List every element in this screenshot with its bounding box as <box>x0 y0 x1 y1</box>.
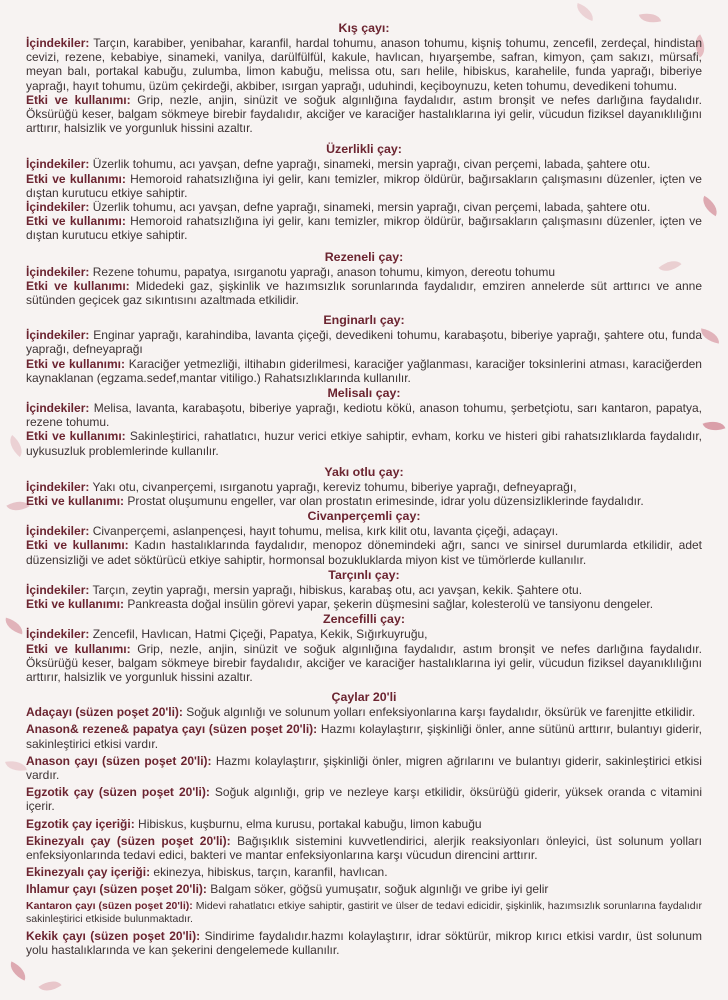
tea-item <box>26 900 702 926</box>
usage-line <box>26 357 702 385</box>
ingredients-text: Zencefil, Havlıcan, Hatmi Çiçeği, Papatya, Kekik, Sığırkuyruğu, <box>92 627 428 642</box>
usage-label: Etki ve kullanımı: <box>26 171 126 186</box>
usage-text: Hemoroid rahatsızlığına iyi gelir, kanı temizler, mikrop öldürür, bağırsakların çalışmasını düzenler, içten ve dıştan kurutucu etkiye sahiptir. <box>26 214 702 243</box>
ingredients-text: Tarçın, zeytin yaprağı, mersin yaprağı, hibiskus, karabaş otu, acı yavşan, kekik. Şahtere otu. <box>92 582 583 597</box>
usage-text: Kadın hastalıklarında faydalıdır, menopoz dönemindeki ağrı, sancı ve sinirsel durumlarda etkilidir, adet düzensizliği ve adet söktürücü etkiye sahiptir, hormonsal bozukluklarda miyon kist ve tümörlerde kullanılır. <box>26 538 702 567</box>
tea-text: Bağışıklık sistemini kuvvetlendirici, alerjik reaksiyonları önleyici, üst solunum yolları enfeksiyonlarında tedavi edici, bakteri ve mantar enfeksiyonlarına karşı vücudun direncini arttırır. <box>26 833 702 862</box>
ingredients-line <box>26 265 702 279</box>
ingredients-label: İçindekiler: <box>26 200 90 215</box>
tea-label: Ihlamur çayı (süzen poşet 20'li): <box>26 882 207 897</box>
tea-item <box>26 817 702 831</box>
usage-line <box>26 172 702 200</box>
section-uzerlikli-cay <box>26 142 702 242</box>
tea-text: Soğuk algınlığı ve solunum yolları enfeksiyonlarına karşı faydalıdır, öksürük ve farenjitte etkilidir. <box>186 705 696 720</box>
usage-line <box>26 597 702 611</box>
tea-text: Hibiskus, kuşburnu, elma kurusu, portakal kabuğu, limon kabuğu <box>138 816 482 831</box>
tea-item <box>26 722 702 750</box>
petal-decoration <box>703 417 726 435</box>
section-yaki-otlu-cay <box>26 465 702 508</box>
ingredients-label: İçindekiler: <box>26 479 90 494</box>
usage-text: Midedeki gaz, şişkinlik ve hazımsızlık sorunlarında faydalıdır, emziren annelerde süt arttırıcı ve anne sütünden geçicek gaz sıkıntısını azaltmada etkilidir. <box>26 278 702 308</box>
tea-item <box>26 882 702 896</box>
usage-label: Etki ve kullanımı: <box>26 214 126 229</box>
section-title: Melisalı çay: <box>327 386 401 401</box>
ingredients-line <box>26 401 702 429</box>
usage-text: Pankreasta doğal insülin görevi yapar, şekerin düşmesini sağlar, kolesterolü ve tansiyonu dengeler. <box>127 597 654 612</box>
section-kis-cayi <box>26 21 702 135</box>
usage-label: Etki ve kullanımı: <box>26 356 125 371</box>
section-civanpercemli-cay <box>26 509 702 567</box>
tea-label: Egzotik çay (süzen poşet 20'li): <box>26 785 210 800</box>
tea-text: Midevi rahatlatıcı etkiye sahiptir, gastirit ve ülser de tedavi edicidir, şişkinlik, hazımsızlık sorunlarına faydalıdır sakinleştirici etkiside bulunmaktadır. <box>26 899 703 925</box>
tea-item <box>26 865 702 879</box>
tea-label: Anason& rezene& papatya çayı (süzen poşet 20'li): <box>26 722 318 737</box>
petal-decoration <box>6 961 29 980</box>
section-rezeneli-cay <box>26 250 702 308</box>
ingredients-text: Tarçın, karabiber, yenibahar, karanfil, hardal tohumu, anason tohumu, kişniş tohumu, zencefil, zerdeçal, hindistan cevizi, rezene, kebabiye, sinameki, vanilya, darülfülfül, kakule, havlıcan, hıyarşembe, safran, kimyon, çam sakızı, mürsafi, meyan balı, portakal kabuğu, zulumba, limon kabuğu, melissa otu, sarı helile, hibiskus, karahelile, funda yaprağı, biberiye yaprağı, hayıt tohumu, üzüm çekirdeği, akbiber, ısırgan yaprağı, uduhindi, keçiboynuzu, keten tohumu, devedikeni tohumu. <box>26 36 702 93</box>
ingredients-text: Civanperçemi, aslanpençesi, hayıt tohumu, melisa, kırk kilit otu, lavanta çiçeği, adaçayı. <box>92 524 559 539</box>
usage-label: Etki ve kullanımı: <box>26 597 125 612</box>
petal-decoration <box>5 758 27 773</box>
tea-label: Ekinezyalı çay (süzen poşet 20'li): <box>26 833 231 848</box>
usage-text: Hemoroid rahatsızlığına iyi gelir, kanı temizler, mikrop öldürür, bağırsakların çalışmasını düzenler, içten ve dıştan kurutucu etkiye sahiptir. <box>26 171 702 200</box>
ingredients-line <box>26 583 702 597</box>
tea-label: Ekinezyalı çay içeriği: <box>26 865 151 880</box>
tea-label: Egzotik çay içeriği: <box>26 816 135 831</box>
section-enginarli-cay <box>26 313 702 385</box>
usage-label: Etki ve kullanımı: <box>26 538 129 553</box>
usage-text: Prostat oluşumunu engeller, var olan prostatın erimesinde, idrar yolu düzensizliklerinde faydalıdır. <box>127 494 644 509</box>
section-title: Zencefilli çay: <box>323 612 405 627</box>
ingredients-line-repeat <box>26 200 702 214</box>
section-title: Civanperçemli çay: <box>307 509 421 524</box>
tea-label: Kekik çayı (süzen poşet 20'li): <box>26 928 201 943</box>
section-title: Yakı otlu çay: <box>324 464 404 479</box>
tea-text: Hazmı kolaylaştırır, şişkinliği önler, anne sütünü arttırır, bulantıyı giderir, sakinleştirici etkisi vardır. <box>26 722 703 751</box>
usage-text: Sakinleştirici, rahatlatıcı, huzur verici etkiye sahiptir, evham, korku ve histeri gibi rahatsızlıklarda faydalıdır, uykusuzluk problemlerinde kullanılır. <box>26 429 702 458</box>
tea-item <box>26 929 702 957</box>
usage-label: Etki ve kullanımı: <box>26 429 126 444</box>
tea-label: Kantaron çayı (süzen poşet 20'li): <box>26 899 193 912</box>
usage-line <box>26 494 702 508</box>
usage-line <box>26 538 702 566</box>
usage-label: Etki ve kullanımı: <box>26 641 131 656</box>
section-caylar-20li <box>26 690 702 957</box>
ingredients-label: İçindekiler: <box>26 36 90 50</box>
tea-item <box>26 754 702 782</box>
ingredients-line <box>26 328 702 356</box>
tea-text: Hazmı kolaylaştırır, şişkinliği önler, migren ağrılarını ve bulantıyı giderir, sakinleştirici etkisi vardır. <box>26 753 702 782</box>
ingredients-text: Rezene tohumu, papatya, ısırganotu yaprağı, anason tohumu, kimyon, dereotu tohumu <box>92 264 555 279</box>
section-title: Tarçınlı çay: <box>328 567 400 582</box>
section-melisali-cay <box>26 386 702 458</box>
tea-catalog-page <box>26 20 702 957</box>
tea-text: Sindirime faydalıdır.hazmı kolaylaştırır, idrar söktürür, mikrop kırıcı etkisi vardır, üst solunum yolu hastalıklarında ve kan şekerini dengelemede kullanılır. <box>26 928 702 957</box>
tea-label: Anason çayı (süzen poşet 20'li): <box>26 753 212 768</box>
ingredients-line <box>26 480 702 494</box>
tea-item <box>26 834 702 862</box>
ingredients-text: Yakı otu, civanperçemi, ısırganotu yaprağı, kereviz tohumu, biberiye yaprağı, defneyaprağı, <box>92 479 577 494</box>
ingredients-text: Melisa, lavanta, karabaşotu, biberiye yaprağı, kediotu kökü, anason tohumu, şerbetçiotu, sarı kantaron, papatya, rezene tohumu. <box>26 401 702 430</box>
petal-decoration <box>699 328 721 343</box>
tea-text: ekinezya, hibiskus, tarçın, karanfil, havlıcan. <box>153 865 388 880</box>
ingredients-label: İçindekiler: <box>26 328 90 343</box>
ingredients-text: Üzerlik tohumu, acı yavşan, defne yaprağı, sinameki, mersin yaprağı, civan perçemi, labada, şahtere otu. <box>92 200 651 215</box>
usage-label: Etki ve kullanımı: <box>26 92 131 107</box>
ingredients-line <box>26 157 702 171</box>
ingredients-label: İçindekiler: <box>26 157 90 172</box>
tea-item <box>26 785 702 813</box>
ingredients-label: İçindekiler: <box>26 401 90 416</box>
usage-text: Grip, nezle, anjin, sinüzit ve soğuk algınlığına faydalıdır, astım bronşit ve nefes darlığına faydalıdır. Öksürüğü keser, balgam sökmeye birebir faydalıdır, akciğer ve karaciğer hastalıklarına iyi gelir, vücudun fiziksel dayanıklılığını arttırır, halsizlik ve yorgunluk hissini azaltır. <box>26 641 702 684</box>
section-title: Çaylar 20'li <box>331 690 397 705</box>
usage-line <box>26 279 702 307</box>
usage-line-repeat <box>26 214 702 242</box>
usage-text: Karaciğer yetmezliği, iltihabın giderilmesi, karaciğer yağlanması, karaciğer toksinlerini atması, karaciğerden kaynaklanan (egzama.sedef,mantar vitiligo.) Rahatsızlıklarında kullanılır. <box>26 356 702 385</box>
tea-text: Soğuk algınlığı, grip ve nezleye karşı etkilidir, öksürüğü giderir, yüksek oranda c vitamini içerir. <box>26 785 702 814</box>
ingredients-text: Enginar yaprağı, karahindiba, lavanta çiçeği, devedikeni tohumu, karabaşotu, biberiye yaprağı, şahtere otu, funda yaprağı, defneyaprağı <box>26 328 702 357</box>
section-title: Enginarlı çay: <box>323 313 405 328</box>
section-title: Kış çayı: <box>338 21 390 35</box>
ingredients-line <box>26 36 702 93</box>
section-title: Üzerlikli çay: <box>326 142 402 157</box>
ingredients-line <box>26 627 702 641</box>
usage-line <box>26 93 702 136</box>
usage-label: Etki ve kullanımı: <box>26 278 130 293</box>
ingredients-label: İçindekiler: <box>26 264 90 279</box>
section-title: Rezeneli çay: <box>324 249 404 264</box>
petal-decoration <box>38 975 61 996</box>
tea-label: Adaçayı (süzen poşet 20'li): <box>26 705 183 720</box>
usage-line <box>26 429 702 457</box>
section-zencefilli-cay <box>26 612 702 684</box>
petal-decoration <box>3 618 25 635</box>
ingredients-label: İçindekiler: <box>26 582 90 597</box>
ingredients-label: İçindekiler: <box>26 627 90 642</box>
ingredients-line <box>26 524 702 538</box>
section-tarcinli-cay <box>26 568 702 611</box>
tea-text: Balgam söker, göğsü yumuşatır, soğuk algınlığı ve gribe iyi gelir <box>210 882 549 897</box>
tea-item <box>26 705 702 719</box>
ingredients-label: İçindekiler: <box>26 524 90 539</box>
ingredients-text: Üzerlik tohumu, acı yavşan, defne yaprağı, sinameki, mersin yaprağı, civan perçemi, labada, şahtere otu. <box>92 157 651 172</box>
petal-decoration <box>574 3 597 21</box>
usage-line <box>26 642 702 685</box>
usage-label: Etki ve kullanımı: <box>26 494 125 509</box>
petal-decoration <box>4 435 27 457</box>
usage-text: Grip, nezle, anjin, sinüzit ve soğuk algınlığına faydalıdır, astım bronşit ve nefes darlığına faydalıdır. Öksürüğü keser, balgam sökmeye birebir faydalıdır, akciğer ve karaciğer hastalıklarına iyi gelir, vücudun fiziksel dayanıklılığını arttırır, halsizlik ve yorgunluk hissini azaltır. <box>26 92 702 136</box>
